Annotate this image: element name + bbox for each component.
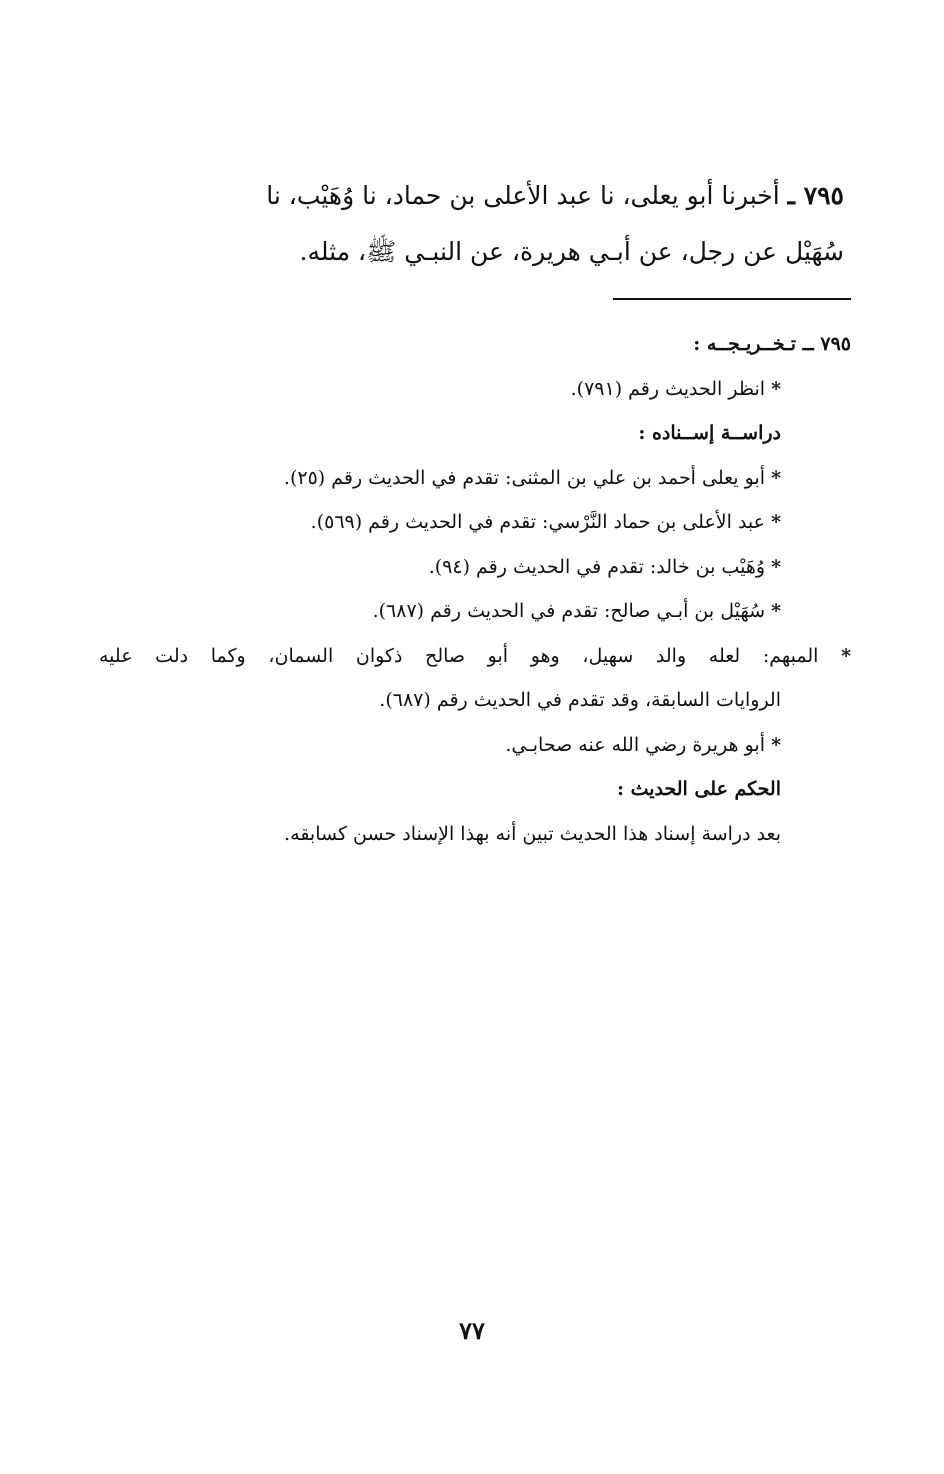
page-number: ٧٧ [459,1316,485,1345]
hukm-heading: الحكم على الحديث : [616,778,781,800]
bullet-icon: * [771,511,781,533]
isnad-item [99,500,851,545]
bullet-icon: * [771,466,781,489]
bullet-icon: * [771,600,781,622]
isnad-heading: دراســة إســناده : [638,422,781,444]
hadith-text [100,168,844,280]
hadith-number: ٧٩٥ ـ [787,181,844,210]
mubham-text-1: المبهم: لعله والد سهيل، وهو أبو صالح ذكوان السمان، وكما دلت عليه [99,644,819,667]
sahabi-item-text: أبو هريرة رضي الله عنه صحابـي. [505,733,766,756]
bullet-icon: * [771,377,781,400]
isnad-item-text: أبو يعلى أحمد بن علي بن المثنى: تقدم في الحديث رقم (٢٥). [283,466,766,489]
footnote-separator [613,298,851,300]
mubham-item-line-2: الروايات السابقة، وقد تقدم في الحديث رقم (٦٨٧). [379,689,781,711]
isnad-item [99,545,851,590]
hadith-line-1 [100,168,844,224]
footnote-section [99,322,851,856]
isnad-item [99,456,851,501]
takhrij-item [99,367,851,412]
isnad-item-text: وُهَيْب بن خالد: تقدم في الحديث رقم (٩٤). [428,555,766,578]
takhrij-heading: ٧٩٥ ــ تـخــريـجــه : [693,333,851,355]
mubham-item-line-1 [99,634,851,679]
isnad-item-text: عبد الأعلى بن حماد النَّرْسي: تقدم في الحديث رقم (٥٦٩). [310,511,766,533]
hadith-line-2: سُهَيْل عن رجل، عن أبـي هريرة، عن النبـي ﷺ، مثله. [299,237,844,266]
bullet-icon: * [771,555,781,578]
bullet-icon: * [841,644,851,667]
hadith-text-line-1: أخبرنا أبو يعلى، نا عبد الأعلى بن حماد، نا وُهَيْب، نا [266,181,780,210]
hukm-text: بعد دراسة إسناد هذا الحديث تبين أنه بهذا الإسناد حسن كسابقه. [284,822,781,845]
bullet-icon: * [771,733,781,756]
isnad-item [99,589,851,634]
isnad-item-text: سُهَيْل بن أبـي صالح: تقدم في الحديث رقم (٦٨٧). [372,600,766,622]
sahabi-item [99,723,851,768]
takhrij-item-text: انظر الحديث رقم (٧٩١). [570,377,766,400]
